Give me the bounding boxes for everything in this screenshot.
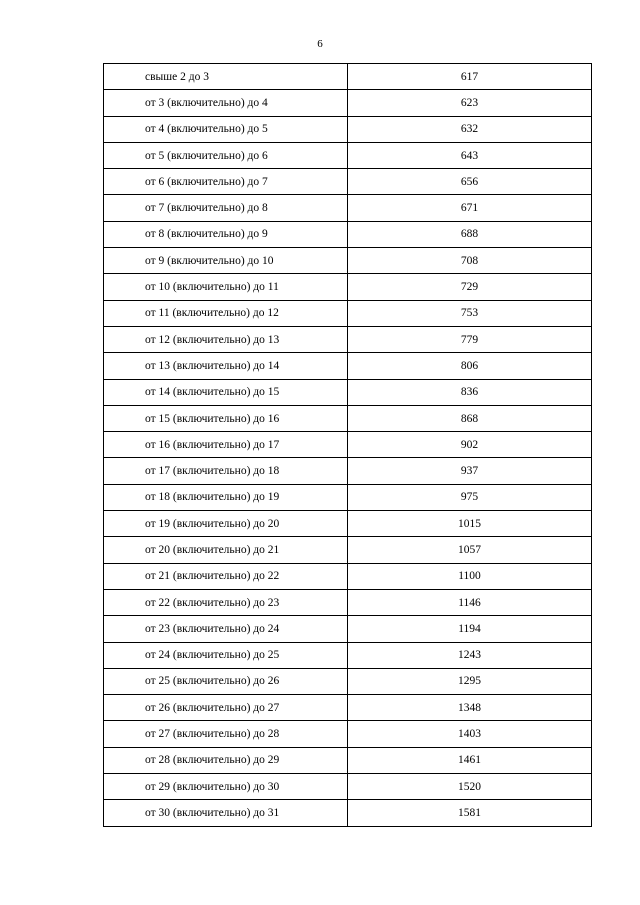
- value-cell: 656: [348, 169, 592, 195]
- table-row: [104, 484, 592, 510]
- range-cell: от 26 (включительно) до 27: [104, 695, 348, 721]
- range-cell: от 20 (включительно) до 21: [104, 537, 348, 563]
- range-cell: от 12 (включительно) до 13: [104, 326, 348, 352]
- value-cell: 1015: [348, 511, 592, 537]
- table-row: [104, 642, 592, 668]
- page-number: 6: [317, 38, 323, 50]
- range-cell: свыше 2 до 3: [104, 64, 348, 90]
- table-row: [104, 142, 592, 168]
- table-row: [104, 248, 592, 274]
- table-row: [104, 195, 592, 221]
- table-row: [104, 695, 592, 721]
- range-cell: от 21 (включительно) до 22: [104, 563, 348, 589]
- table-row: [104, 774, 592, 800]
- table-body: [104, 64, 592, 827]
- table-row: [104, 274, 592, 300]
- value-cell: 975: [348, 484, 592, 510]
- range-cell: от 19 (включительно) до 20: [104, 511, 348, 537]
- value-cell: 806: [348, 353, 592, 379]
- value-cell: 868: [348, 405, 592, 431]
- value-cell: 708: [348, 248, 592, 274]
- range-cell: от 7 (включительно) до 8: [104, 195, 348, 221]
- range-cell: от 6 (включительно) до 7: [104, 169, 348, 195]
- table-row: [104, 537, 592, 563]
- value-cell: 1461: [348, 747, 592, 773]
- range-cell: от 5 (включительно) до 6: [104, 142, 348, 168]
- range-cell: от 22 (включительно) до 23: [104, 589, 348, 615]
- range-cell: от 29 (включительно) до 30: [104, 774, 348, 800]
- value-cell: 632: [348, 116, 592, 142]
- table-row: [104, 116, 592, 142]
- table-row: [104, 668, 592, 694]
- range-cell: от 3 (включительно) до 4: [104, 90, 348, 116]
- table-row: [104, 747, 592, 773]
- value-cell: 643: [348, 142, 592, 168]
- table-row: [104, 405, 592, 431]
- range-cell: от 10 (включительно) до 11: [104, 274, 348, 300]
- value-cell: 1348: [348, 695, 592, 721]
- range-cell: от 28 (включительно) до 29: [104, 747, 348, 773]
- table-row: [104, 432, 592, 458]
- data-table: [103, 63, 592, 827]
- range-cell: от 18 (включительно) до 19: [104, 484, 348, 510]
- range-cell: от 16 (включительно) до 17: [104, 432, 348, 458]
- table-row: [104, 169, 592, 195]
- value-cell: 1295: [348, 668, 592, 694]
- range-cell: от 11 (включительно) до 12: [104, 300, 348, 326]
- table-row: [104, 326, 592, 352]
- table-row: [104, 511, 592, 537]
- table-row: [104, 64, 592, 90]
- range-cell: от 17 (включительно) до 18: [104, 458, 348, 484]
- table-row: [104, 800, 592, 826]
- value-cell: 1100: [348, 563, 592, 589]
- value-cell: 688: [348, 221, 592, 247]
- table-row: [104, 721, 592, 747]
- range-cell: от 15 (включительно) до 16: [104, 405, 348, 431]
- range-cell: от 27 (включительно) до 28: [104, 721, 348, 747]
- value-cell: 1520: [348, 774, 592, 800]
- range-cell: от 8 (включительно) до 9: [104, 221, 348, 247]
- value-cell: 617: [348, 64, 592, 90]
- table-row: [104, 458, 592, 484]
- range-cell: от 30 (включительно) до 31: [104, 800, 348, 826]
- value-cell: 753: [348, 300, 592, 326]
- table-row: [104, 90, 592, 116]
- table-row: [104, 616, 592, 642]
- range-cell: от 24 (включительно) до 25: [104, 642, 348, 668]
- value-cell: 1243: [348, 642, 592, 668]
- value-cell: 836: [348, 379, 592, 405]
- value-cell: 623: [348, 90, 592, 116]
- table-row: [104, 300, 592, 326]
- value-cell: 1057: [348, 537, 592, 563]
- table-row: [104, 221, 592, 247]
- value-cell: 1194: [348, 616, 592, 642]
- range-cell: от 25 (включительно) до 26: [104, 668, 348, 694]
- range-cell: от 13 (включительно) до 14: [104, 353, 348, 379]
- value-cell: 1146: [348, 589, 592, 615]
- value-cell: 902: [348, 432, 592, 458]
- value-cell: 779: [348, 326, 592, 352]
- range-cell: от 4 (включительно) до 5: [104, 116, 348, 142]
- table-row: [104, 379, 592, 405]
- value-cell: 729: [348, 274, 592, 300]
- value-cell: 671: [348, 195, 592, 221]
- range-cell: от 9 (включительно) до 10: [104, 248, 348, 274]
- table-row: [104, 353, 592, 379]
- range-cell: от 23 (включительно) до 24: [104, 616, 348, 642]
- range-cell: от 14 (включительно) до 15: [104, 379, 348, 405]
- value-cell: 1581: [348, 800, 592, 826]
- table-row: [104, 589, 592, 615]
- value-cell: 1403: [348, 721, 592, 747]
- table-row: [104, 563, 592, 589]
- value-cell: 937: [348, 458, 592, 484]
